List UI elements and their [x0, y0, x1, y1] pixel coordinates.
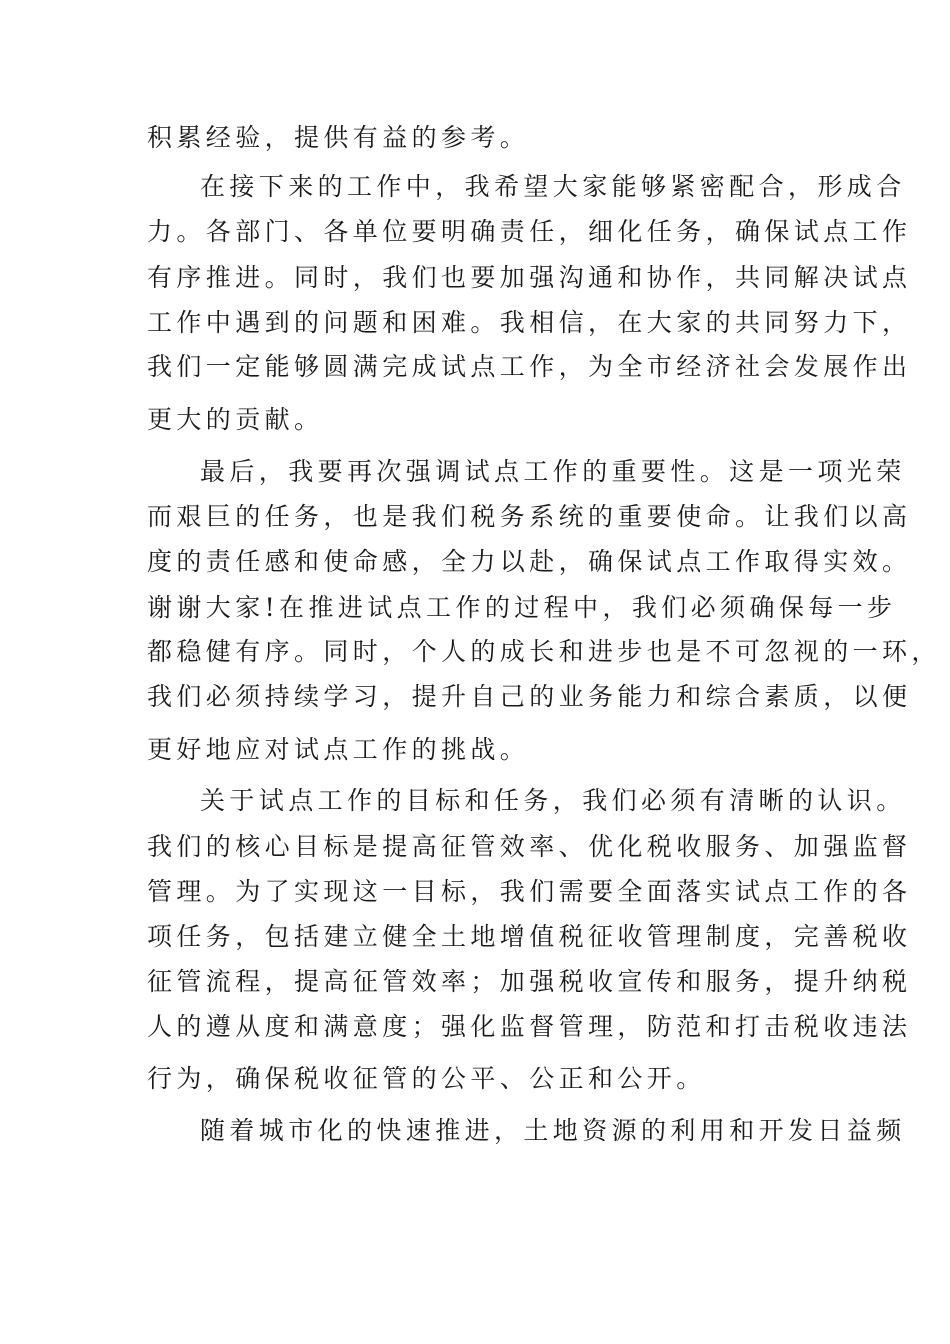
text-line: 有序推进。同时，我们也要加强沟通和协作，共同解决试点 [147, 263, 912, 292]
text-line: 项任务，包括建立健全土地增值税征收管理制度，完善税收 [147, 922, 912, 951]
text-line: 我们的核心目标是提高征管效率、优化税收服务、加强监督 [147, 832, 912, 861]
paragraph-first-line: 关于试点工作的目标和任务，我们必须有清晰的认识。 [200, 786, 906, 815]
text-line: 更好地应对试点工作的挑战。 [147, 735, 530, 764]
text-line: 工作中遇到的问题和困难。我相信，在大家的共同努力下， [147, 308, 912, 337]
paragraph-first-line: 在接下来的工作中，我希望大家能够紧密配合，形成合 [200, 172, 906, 201]
text-line: 管理。为了实现这一目标，我们需要全面落实试点工作的各 [147, 877, 912, 906]
text-line: 人的遵从度和满意度；强化监督管理，防范和打击税收违法 [147, 1012, 912, 1041]
paragraph-first-line: 随着城市化的快速推进，土地资源的利用和开发日益频 [200, 1116, 906, 1145]
text-line: 积累经验，提供有益的参考。 [147, 123, 530, 152]
text-line: 更大的贡献。 [147, 405, 324, 434]
text-line: 征管流程，提高征管效率；加强税收宣传和服务，提升纳税 [147, 967, 912, 996]
text-line: 都稳健有序。同时，个人的成长和进步也是不可忽视的一环， [147, 637, 941, 666]
text-line: 我们必须持续学习，提升自己的业务能力和综合素质，以便 [147, 682, 912, 711]
text-line: 力。各部门、各单位要明确责任，细化任务，确保试点工作 [147, 217, 912, 246]
text-line: 我们一定能够圆满完成试点工作，为全市经济社会发展作出 [147, 352, 912, 381]
text-line: 度的责任感和使命感，全力以赴，确保试点工作取得实效。 [147, 547, 912, 576]
text-line: 行为，确保税收征管的公平、公正和公开。 [147, 1064, 706, 1093]
paragraph-first-line: 最后，我要再次强调试点工作的重要性。这是一项光荣 [200, 457, 906, 486]
text-line: 谢谢大家!在推进试点工作的过程中，我们必须确保每一步 [147, 593, 897, 622]
text-line: 而艰巨的任务，也是我们税务系统的重要使命。让我们以高 [147, 502, 912, 531]
